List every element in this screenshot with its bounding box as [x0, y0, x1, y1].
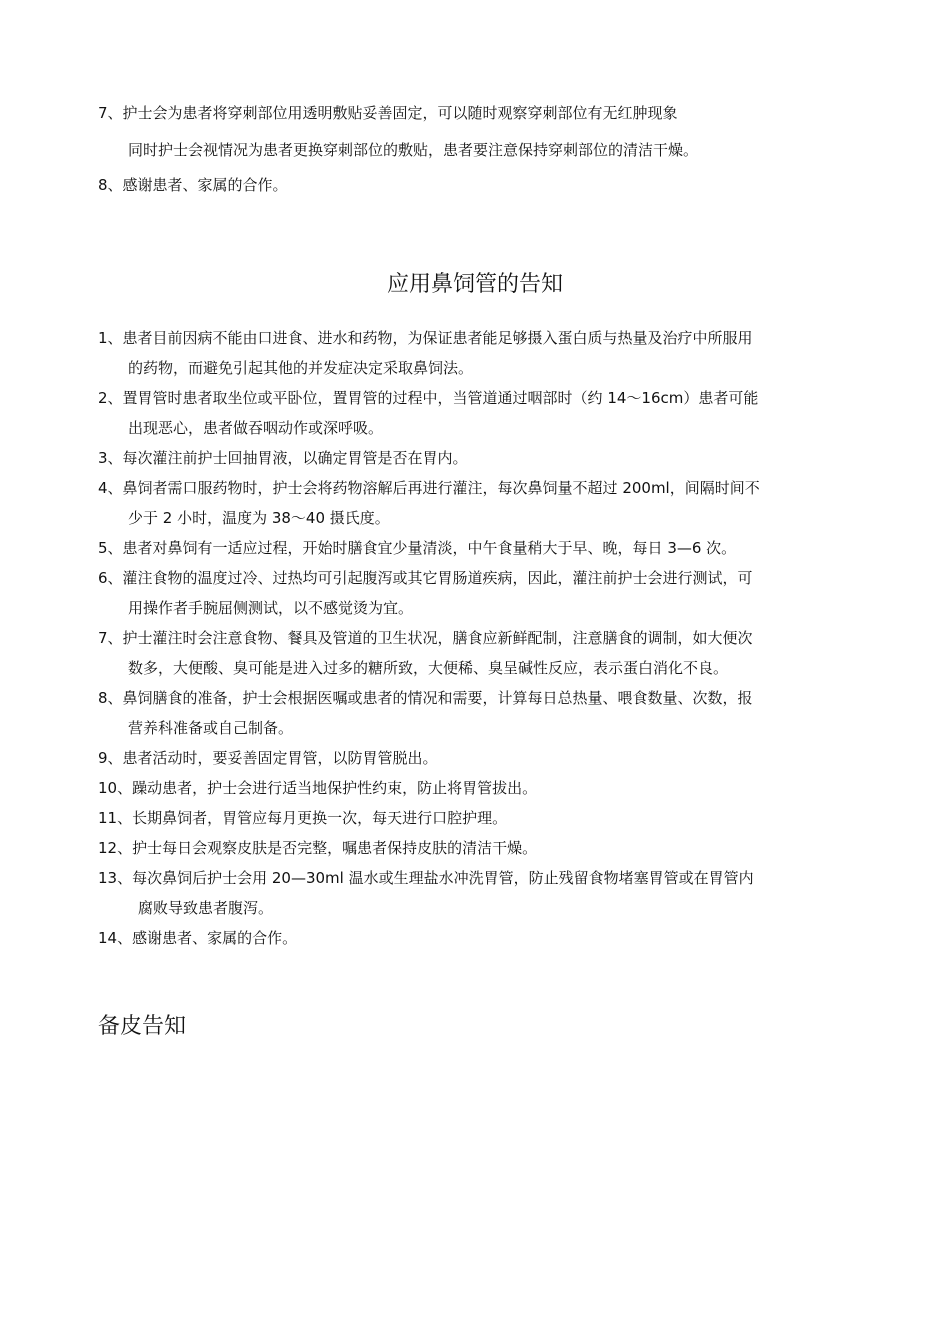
nasal-item-7-line-1: 7、护士灌注时会注意食物、餐具及管道的卫生状况，膳食应新鲜配制，注意膳食的调制，如大便次: [98, 629, 753, 647]
nasal-item-5: 5、患者对鼻饲有一适应过程，开始时膳食宜少量清淡，中午食量稍大于早、晚，每日 3—6 次。: [98, 539, 737, 557]
top-item-7-line-1: 7、护士会为患者将穿刺部位用透明敷贴妥善固定，可以随时观察穿刺部位有无红肿现象: [98, 104, 678, 122]
nasal-item-13-line-2: 腐败导致患者腹泻。: [138, 899, 274, 917]
nasal-item-9: 9、患者活动时，要妥善固定胃管，以防胃管脱出。: [98, 749, 438, 767]
nasal-item-13-line-1: 13、每次鼻饲后护士会用 20—30ml 温水或生理盐水冲洗胃管，防止残留食物堵塞胃管或在胃管内: [98, 869, 754, 887]
nasal-item-1-line-1: 1、患者目前因病不能由口进食、进水和药物，为保证患者能足够摄入蛋白质与热量及治疗中所服用: [98, 329, 753, 347]
nasal-item-6-line-1: 6、灌注食物的温度过冷、过热均可引起腹泻或其它胃肠道疾病，因此，灌注前护士会进行测试，可: [98, 569, 753, 587]
skin-prep-title: 备皮告知: [98, 1014, 187, 1039]
top-item-7-line-2: 同时护士会视情况为患者更换穿刺部位的敷贴，患者要注意保持穿刺部位的清洁干燥。: [128, 141, 699, 159]
nasal-item-1-line-2: 的药物，而避免引起其他的并发症决定采取鼻饲法。: [128, 359, 474, 377]
nasal-item-4-line-2: 少于 2 小时，温度为 38～40 摄氏度。: [128, 509, 390, 527]
nasal-item-7-line-2: 数多，大便酸、臭可能是进入过多的糖所致，大便稀、臭呈碱性反应，表示蛋白消化不良。: [128, 659, 729, 677]
nasal-feeding-title: 应用鼻饲管的告知: [386, 272, 563, 297]
nasal-item-8-line-2: 营养科准备或自己制备。: [128, 719, 294, 737]
top-item-8: 8、感谢患者、家属的合作。: [98, 176, 288, 194]
nasal-item-2-line-2: 出现恶心，患者做吞咽动作或深呼吸。: [128, 419, 384, 437]
nasal-item-4-line-1: 4、鼻饲者需口服药物时，护士会将药物溶解后再进行灌注，每次鼻饲量不超过 200ml，间隔时间不: [98, 479, 760, 497]
nasal-item-8-line-1: 8、鼻饲膳食的准备，护士会根据医嘱或患者的情况和需要，计算每日总热量、喂食数量、次数，报: [98, 689, 753, 707]
nasal-item-6-line-2: 用操作者手腕屈侧测试，以不感觉烫为宜。: [128, 599, 414, 617]
nasal-item-12: 12、护士每日会观察皮肤是否完整，嘱患者保持皮肤的清洁干燥。: [98, 839, 538, 857]
nasal-item-10: 10、躁动患者，护士会进行适当地保护性约束，防止将胃管拔出。: [98, 779, 538, 797]
nasal-item-2-line-1: 2、置胃管时患者取坐位或平卧位，置胃管的过程中，当管道通过咽部时（约 14～16cm）患者可能: [98, 389, 759, 407]
nasal-item-3: 3、每次灌注前护士回抽胃液，以确定胃管是否在胃内。: [98, 449, 468, 467]
nasal-item-14: 14、感谢患者、家属的合作。: [98, 929, 298, 947]
nasal-item-11: 11、长期鼻饲者，胃管应每月更换一次，每天进行口腔护理。: [98, 809, 508, 827]
